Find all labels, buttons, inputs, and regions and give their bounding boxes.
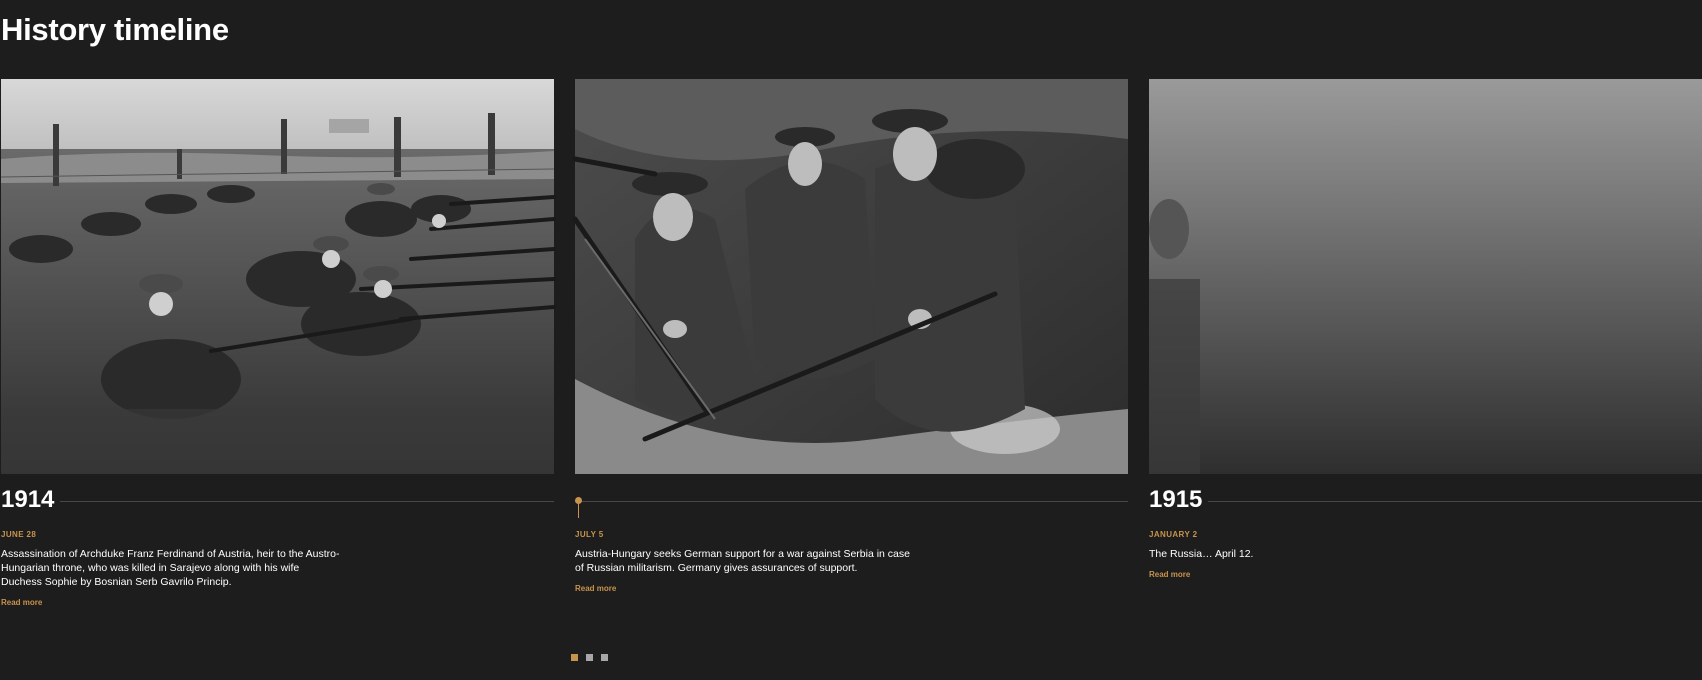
cropped-photo xyxy=(1149,79,1702,474)
year-label: 1915 xyxy=(1149,488,1208,512)
timeline-slide-1915 xyxy=(1149,79,1702,582)
timeline-line xyxy=(1149,501,1702,502)
soldiers-in-trench-photo xyxy=(575,79,1128,474)
timeline-marker-stem xyxy=(578,504,579,518)
timeline-row xyxy=(1,474,554,524)
timeline-slide-1914 xyxy=(1,79,554,610)
read-more-link[interactable]: Read more xyxy=(1149,570,1191,579)
pagination-dot-2[interactable] xyxy=(586,654,593,661)
year-label: 1914 xyxy=(1,488,60,512)
timeline-slide-july-5 xyxy=(575,79,1128,596)
soldiers-firing-photo xyxy=(1,79,554,474)
event-description: Austria-Hungary seeks German support for a war against Serbia in case of Russian militarism. Germany gives assurances of support. xyxy=(575,548,910,574)
pagination-dot-1[interactable] xyxy=(571,654,578,661)
carousel-pagination xyxy=(571,654,608,661)
page-title: History timeline xyxy=(1,12,229,47)
timeline-marker-dot xyxy=(575,497,582,504)
read-more-link[interactable]: Read more xyxy=(1,598,43,607)
event-date: JULY 5 xyxy=(575,530,604,539)
event-date: JUNE 28 xyxy=(1,530,37,539)
timeline-line xyxy=(575,501,1128,502)
timeline-row xyxy=(575,474,1128,524)
read-more-link[interactable]: Read more xyxy=(575,584,617,593)
event-description: The Russia… April 12. xyxy=(1149,548,1254,560)
event-description: Assassination of Archduke Franz Ferdinand of Austria, heir to the Austro-Hungarian throne, who was killed in Sarajevo along with his wife Duchess Sophie by Bosnian Serb Gavrilo Princip. xyxy=(1,548,340,588)
timeline-line xyxy=(1,501,554,502)
event-date: JANUARY 2 xyxy=(1149,530,1198,539)
timeline-row xyxy=(1149,474,1702,524)
pagination-dot-3[interactable] xyxy=(601,654,608,661)
